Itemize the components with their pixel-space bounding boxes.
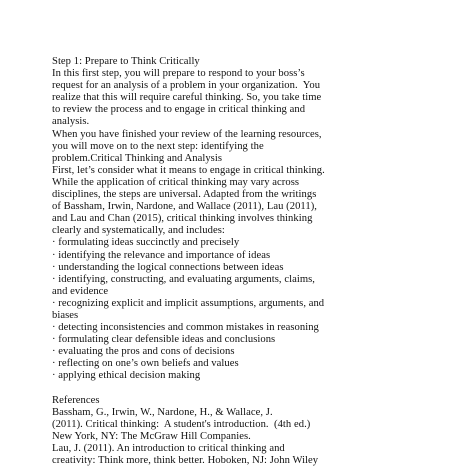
list-item: · formulating ideas succinctly and precisely bbox=[52, 237, 240, 249]
document-page bbox=[52, 56, 452, 467]
reference-line: creativity: Think more, think better. Hoboken, NJ: John Wiley bbox=[52, 455, 319, 467]
list-item: · reflecting on one’s own beliefs and values bbox=[52, 358, 239, 370]
reference-line: Bassham, G., Irwin, W., Nardone, H., & Wallace, J. bbox=[52, 406, 273, 418]
intro-line: In this first step, you will prepare to respond to your boss’s bbox=[52, 68, 305, 80]
list-item: · identifying, constructing, and evaluating arguments, claims, bbox=[52, 273, 315, 285]
list-item: · formulating clear defensible ideas and conclusions bbox=[52, 334, 276, 346]
intro-paragraph bbox=[52, 68, 452, 237]
bullet-list bbox=[52, 237, 452, 382]
list-item: · identifying the relevance and importance of ideas bbox=[52, 249, 271, 261]
intro-line: and Lau and Chan (2015), critical thinking involves thinking bbox=[52, 213, 313, 225]
paragraph-spacer bbox=[52, 383, 452, 395]
intro-line: When you have finished your review of the learning resources, bbox=[52, 128, 322, 140]
intro-line: you will move on to the next step: identifying the bbox=[52, 140, 264, 152]
references-heading: References bbox=[52, 394, 100, 406]
list-item: · applying ethical decision making bbox=[52, 370, 201, 382]
intro-line: disciplines, the steps are universal. Adapted from the writings bbox=[52, 189, 317, 201]
intro-line: to review the process and to engage in critical thinking and bbox=[52, 104, 306, 116]
intro-line: First, let’s consider what it means to engage in critical thinking. bbox=[52, 164, 325, 176]
reference-line: New York, NY: The McGraw Hill Companies. bbox=[52, 430, 251, 442]
intro-line: request for an analysis of a problem in your organization. You bbox=[52, 80, 321, 92]
reference-line: (2011). Critical thinking: A student's introduction. (4th ed.) bbox=[52, 418, 311, 430]
intro-line: analysis. bbox=[52, 116, 90, 128]
intro-line: clearly and systematically, and includes: bbox=[52, 225, 225, 237]
list-item: biases bbox=[52, 309, 79, 321]
intro-line: realize that this will require careful thinking. So, you take time bbox=[52, 92, 322, 104]
references-list bbox=[52, 407, 452, 467]
reference-line: Lau, J. (2011). An introduction to critical thinking and bbox=[52, 443, 285, 454]
list-item: and evidence bbox=[52, 285, 109, 297]
list-item: · recognizing explicit and implicit assumptions, arguments, and bbox=[52, 297, 325, 309]
list-item: · understanding the logical connections between ideas bbox=[52, 261, 284, 273]
intro-line: While the application of critical thinking may vary across bbox=[52, 176, 300, 188]
list-item: · evaluating the pros and cons of decisions bbox=[52, 346, 235, 358]
list-item: · detecting inconsistencies and common mistakes in reasoning bbox=[52, 322, 319, 334]
intro-line: of Bassham, Irwin, Nardone, and Wallace (2011), Lau (2011), bbox=[52, 201, 317, 213]
step-heading: Step 1: Prepare to Think Critically bbox=[52, 56, 200, 67]
intro-line: problem.Critical Thinking and Analysis bbox=[52, 152, 223, 164]
